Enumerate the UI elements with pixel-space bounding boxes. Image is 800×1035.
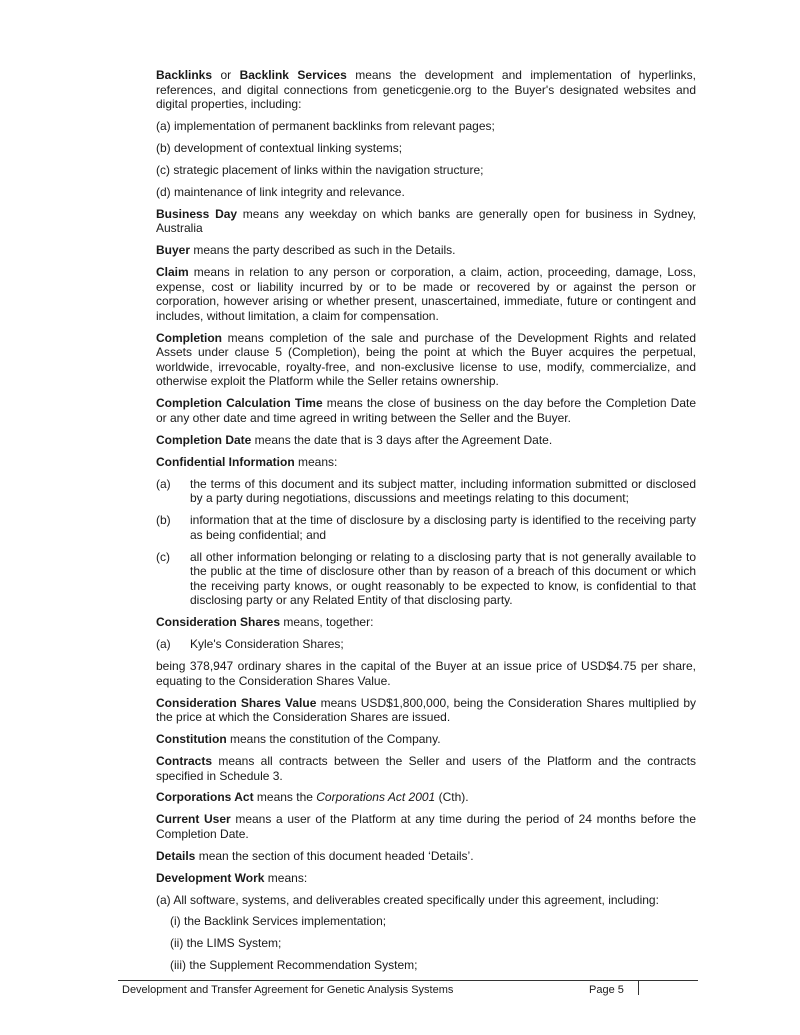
list-item: (b) development of contextual linking systems; [156,140,403,155]
definition-confidential-information [156,455,696,470]
definition-completion-date [156,433,696,448]
list-item: (d) maintenance of link integrity and relevance. [156,184,405,199]
definition-current-user [156,812,696,841]
sub-list-item: (iii) the Supplement Recommendation System; [170,958,418,973]
list-label: (a) [156,637,171,652]
footer-title: Development and Transfer Agreement for Genetic Analysis Systems [122,984,454,996]
definition-text: means the constitution of the Company. [226,732,441,747]
definition-text: means the development and implementation of hyperlinks, references, and digital connections from geneticgenie.org to the Buyer's designated websites and digital properties, including: [156,68,696,112]
definition-text: means: [294,454,338,469]
term: Backlinks [156,68,213,82]
connector: or [212,68,240,82]
term: Business Day [156,206,238,221]
term: Buyer [156,243,191,258]
footer-divider [638,981,639,995]
definition-completion [156,331,696,389]
term: Development Work [156,870,265,885]
term: Constitution [156,732,227,747]
term: Consideration Shares Value [156,695,317,710]
list-label: (b) [156,513,171,528]
term: Details [156,848,196,863]
document-body [156,68,696,980]
definition-text: means the date that is 3 days after the Agreement Date. [251,432,553,447]
sub-list-item: (i) the Backlink Services implementation; [170,914,387,929]
definition-text: means a user of the Platform at any time during the period of 24 months before the Completion Date. [156,812,696,841]
act-title: Corporations Act 2001 [316,790,436,805]
definition-text: means the party described as such in the Details. [190,243,456,258]
definition-corporations-act [156,790,696,805]
list-label: (a) [156,476,171,491]
term: Completion Date [156,432,252,447]
list-text: all other information belonging or relating to a disclosing party that is not generally available to the public at the time of disclosure other than by reason of a breach of this document or which the receiving party knows, or ought reasonably to be expected to know, is confidential to that disclosing party or any Related Entity of that disclosing party. [190,549,696,608]
list-item: (a) implementation of permanent backlinks from relevant pages; [156,119,495,134]
definition-text: means completion of the sale and purchase of the Development Rights and related Assets under clause 5 (Completion), being the point at which the Buyer acquires the perpetual, worldwide, irrevocable, royalty-free, and non-exclusive license to use, modify, commercialize, and otherwise exploit the Platform while the Seller retains ownership. [156,330,696,389]
definition-completion-calculation-time [156,396,696,425]
definition-consideration-shares-value [156,696,696,725]
list-label: (c) [156,549,170,564]
term: Contracts [156,753,213,768]
term: Current User [156,812,231,827]
definition-details [156,849,696,864]
list-text: information that at the time of disclosure by a disclosing party is identified to the receiving party as being confidential; and [190,513,696,542]
definition-text: means all contracts between the Seller and users of the Platform and the contracts specified in Schedule 3. [156,753,696,783]
definition-text: means, together: [280,615,374,630]
definition-text: means: [264,870,308,885]
definition-text: means in relation to any person or corporation, a claim, action, proceeding, damage, Loss, expense, cost or liability incurred by or to be made or recovered by or against the person or corporation, however arising or whether present, unascertained, immediate, future or contingent and includes, without limitation, a claim for compensation. [156,265,696,323]
definition-text: means the close of business on the day before the Completion Date or any other date and time agreed in writing between the Seller and the Buyer. [156,396,696,425]
definition-constitution [156,732,696,747]
list-item [156,477,696,506]
definition-text: mean the section of this document headed ‘Details’. [195,848,474,863]
list-text: Kyle's Consideration Shares; [190,637,344,652]
term: Corporations Act [156,790,254,805]
definition-text: means USD$1,800,000, being the Consideration Shares multiplied by the price at which the Consideration Shares are issued. [156,695,697,725]
definition-business-day [156,207,696,236]
list-item: (a) All software, systems, and deliverables created specifically under this agreement, including: [156,892,659,907]
sub-list-item: (ii) the LIMS System; [170,936,282,951]
definition-text: means any weekday on which banks are generally open for business in Sydney, Australia [156,206,697,236]
definition-consideration-shares [156,615,696,630]
term: Completion [156,330,222,345]
definition-claim [156,265,696,323]
list-text: the terms of this document and its subject matter, including information submitted or disclosed by a party during negotiations, discussions and meetings relating to this document; [190,476,696,506]
page-number: Page 5 [589,984,624,996]
term: Backlink Services [239,68,347,82]
list-item [156,637,696,652]
list-item [156,550,696,608]
definition-backlinks [156,68,696,112]
definition-development-work [156,871,696,886]
consideration-being: being 378,947 ordinary shares in the capital of the Buyer at an issue price of USD$4.75 per share, equating to the Consideration Shares Value. [156,659,696,688]
term: Consideration Shares [156,615,281,630]
list-item: (c) strategic placement of links within the navigation structure; [156,162,484,177]
list-item [156,513,696,542]
definition-contracts [156,754,696,783]
term: Claim [156,265,189,280]
definition-text: (Cth). [435,790,469,805]
definition-buyer [156,243,696,258]
term: Confidential Information [156,454,295,469]
page-footer [118,980,698,996]
term: Completion Calculation Time [156,396,323,411]
definition-text: means the [253,790,317,805]
